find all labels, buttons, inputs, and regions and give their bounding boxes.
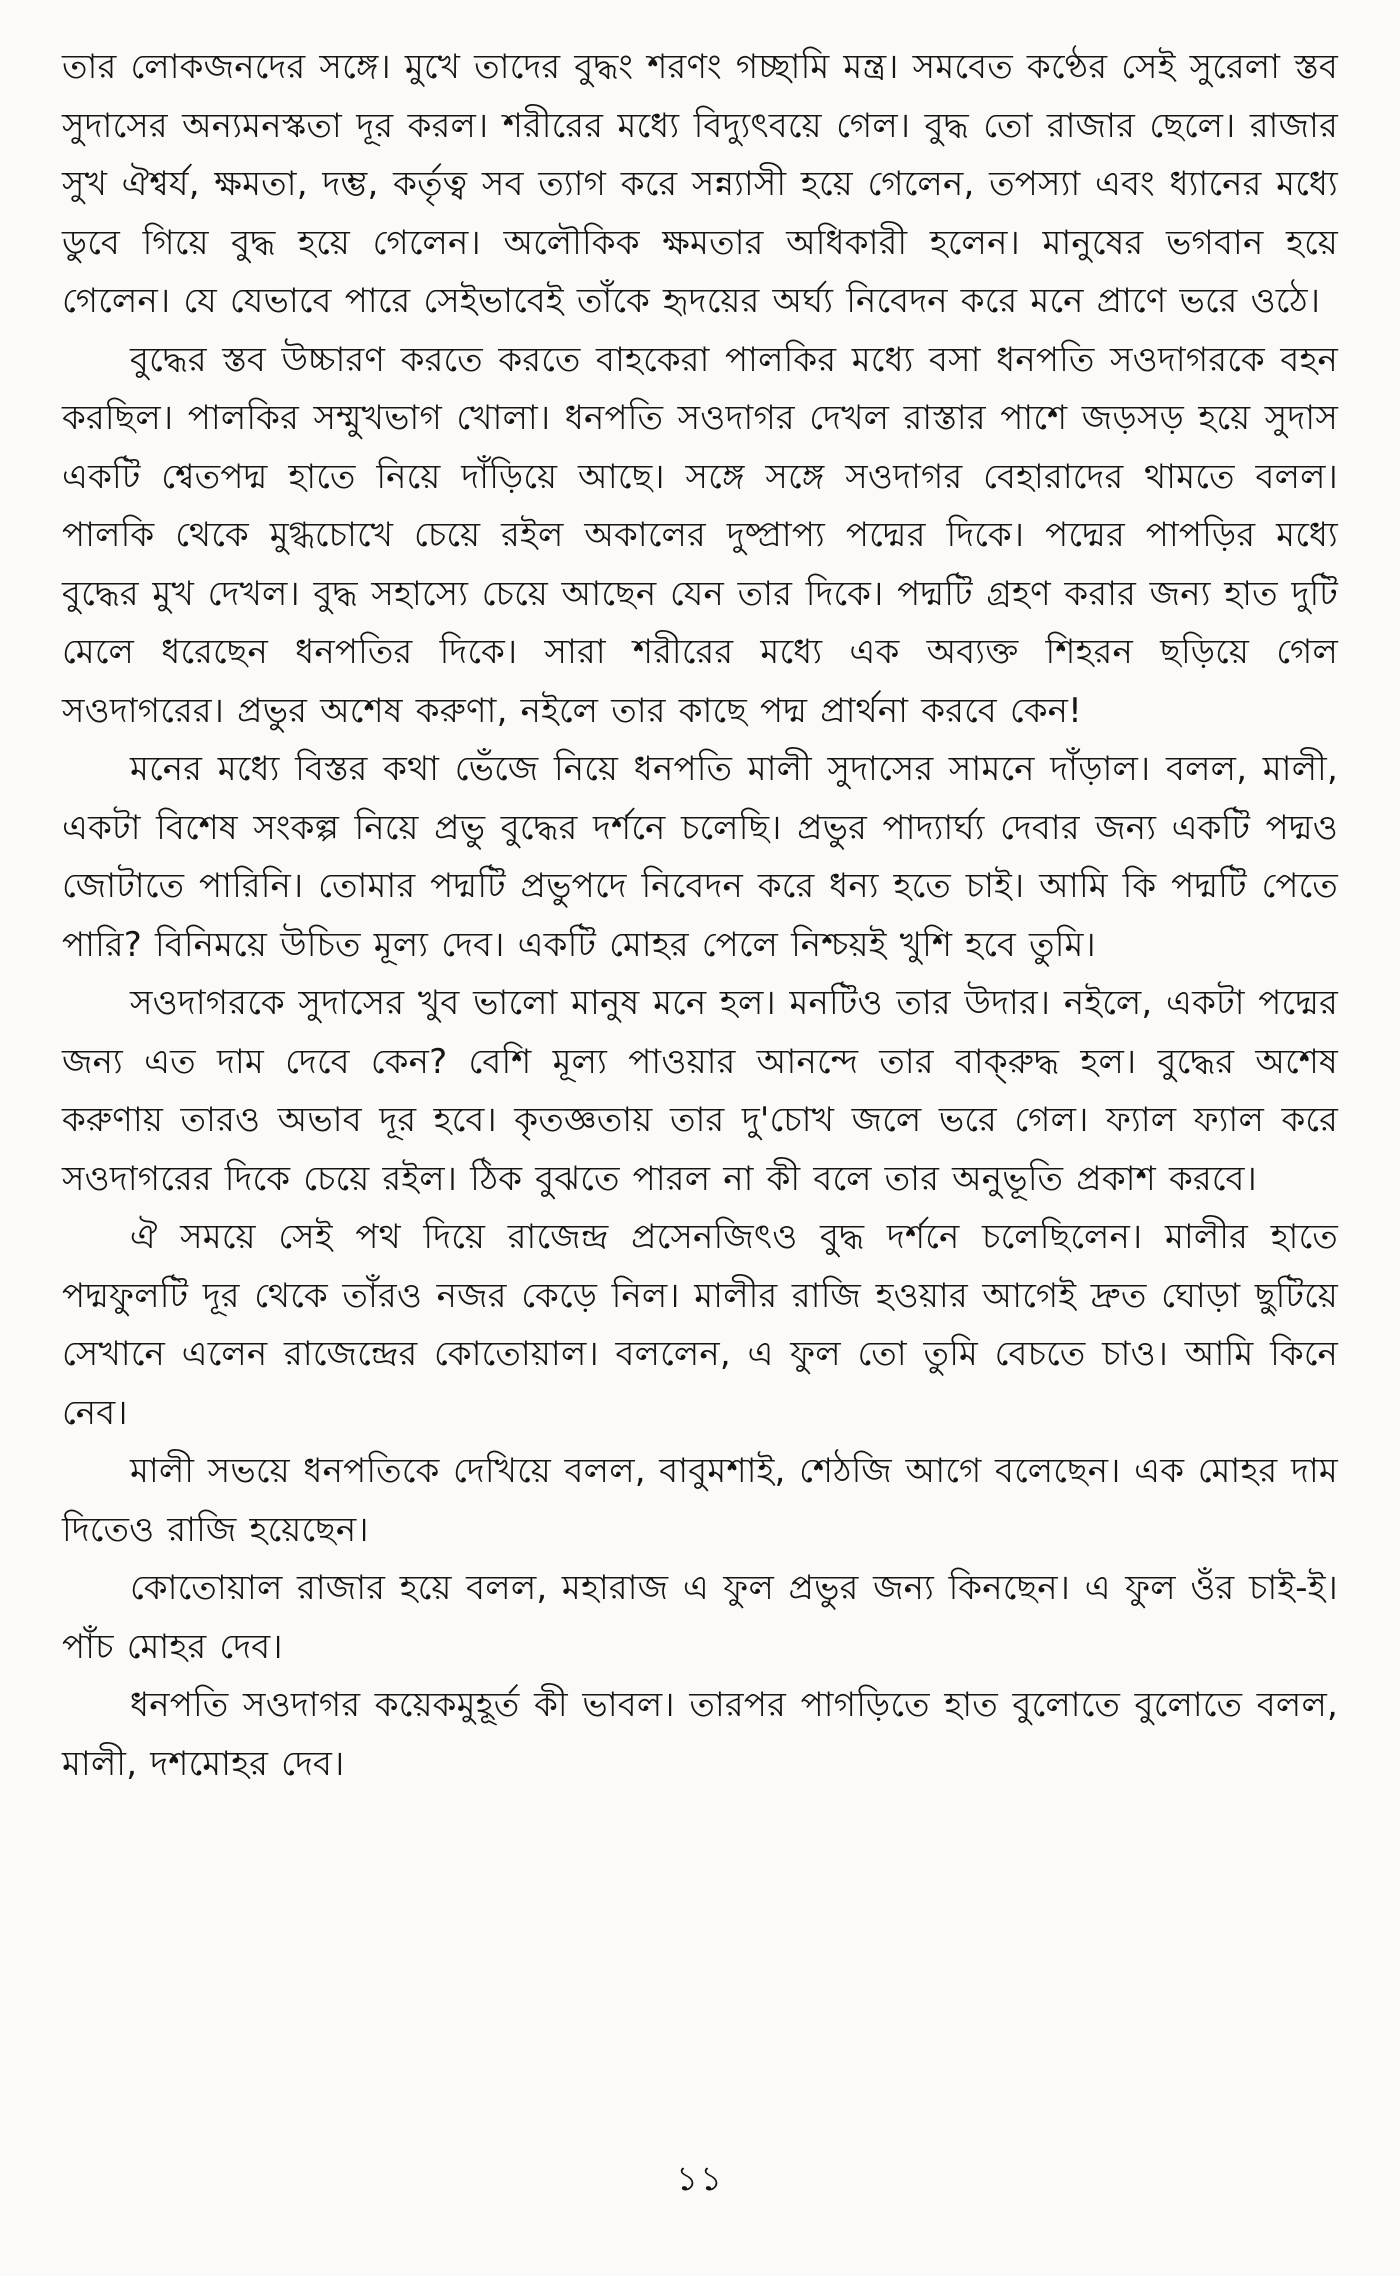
paragraph-6: মালী সভয়ে ধনপতিকে দেখিয়ে বলল, বাবুমশাই, শেঠজি আগে বলেছেন। এক মোহর দাম দিতেও রাজি হয়েছেন।: [62, 1451, 1338, 1550]
paragraph-2: বুদ্ধের স্তব উচ্চারণ করতে করতে বাহকেরা পালকির মধ্যে বসা ধনপতি সওদাগরকে বহন করছিল। পালকির সম্মুখভাগ খোলা। ধনপতি সওদাগর দেখল রাস্তার পাশে জড়সড় হয়ে সুদাস একটি শ্বেতপদ্ম হাতে নিয়ে দাঁড়িয়ে আছে। সঙ্গে সঙ্গে সওদাগর বেহারাদের থামতে বলল। পালকি থেকে মুগ্ধচোখে চেয়ে রইল অকালের দুষ্প্রাপ্য পদ্মের দিকে। পদ্মের পাপড়ির মধ্যে বুদ্ধের মুখ দেখল। বুদ্ধ সহাস্যে চেয়ে আছেন যেন তার দিকে। পদ্মটি গ্রহণ করার জন্য হাত দুটি মেলে ধরেছেন ধনপতির দিকে। সারা শরীরের মধ্যে এক অব্যক্ত শিহরন ছড়িয়ে গেল সওদাগরের। প্রভুর অশেষ করুণা, নইলে তার কাছে পদ্ম প্রার্থনা করবে কেন!: [62, 339, 1338, 731]
story-text: [62, 38, 1338, 1793]
paragraph-4: সওদাগরকে সুদাসের খুব ভালো মানুষ মনে হল। মনটিও তার উদার। নইলে, একটা পদ্মের জন্য এত দাম দেবে কেন? বেশি মূল্য পাওয়ার আনন্দে তার বাক্‌রুদ্ধ হল। বুদ্ধের অশেষ করুণায় তারও অভাব দূর হবে। কৃতজ্ঞতায় তার দু'চোখ জলে ভরে গেল। ফ্যাল ফ্যাল করে সওদাগরের দিকে চেয়ে রইল। ঠিক বুঝতে পারল না কী বলে তার অনুভূতি প্রকাশ করবে।: [62, 983, 1338, 1199]
page-number: ১১: [675, 2159, 725, 2199]
paragraph-8: ধনপতি সওদাগর কয়েকমুহূর্ত কী ভাবল। তারপর পাগড়িতে হাত বুলোতে বুলোতে বলল, মালী, দশমোহর দেব।: [62, 1685, 1338, 1784]
paragraph-7: কোতোয়াল রাজার হয়ে বলল, মহারাজ এ ফুল প্রভুর জন্য কিনছেন। এ ফুল ওঁর চাই-ই। পাঁচ মোহর দেব।: [62, 1568, 1338, 1667]
paragraph-3: মনের মধ্যে বিস্তর কথা ভেঁজে নিয়ে ধনপতি মালী সুদাসের সামনে দাঁড়াল। বলল, মালী, একটা বিশেষ সংকল্প নিয়ে প্রভু বুদ্ধের দর্শনে চলেছি। প্রভুর পাদ্যার্ঘ্য দেবার জন্য একটি পদ্মও জোটাতে পারিনি। তোমার পদ্মটি প্রভুপদে নিবেদন করে ধন্য হতে চাই। আমি কি পদ্মটি পেতে পারি? বিনিময়ে উচিত মূল্য দেব। একটি মোহর পেলে নিশ্চয়ই খুশি হবে তুমি।: [62, 749, 1338, 965]
paragraph-1: তার লোকজনদের সঙ্গে। মুখে তাদের বুদ্ধং শরণং গচ্ছামি মন্ত্র। সমবেত কণ্ঠের সেই সুরেলা স্তব সুদাসের অন্যমনস্কতা দূর করল। শরীরের মধ্যে বিদ্যুৎবয়ে গেল। বুদ্ধ তো রাজার ছেলে। রাজার সুখ ঐশ্বর্য, ক্ষমতা, দম্ভ, কর্তৃত্ব সব ত্যাগ করে সন্ন্যাসী হয়ে গেলেন, তপস্যা এবং ধ্যানের মধ্যে ডুবে গিয়ে বুদ্ধ হয়ে গেলেন। অলৌকিক ক্ষমতার অধিকারী হলেন। মানুষের ভগবান হয়ে গেলেন। যে যেভাবে পারে সেইভাবেই তাঁকে হৃদয়ের অর্ঘ্য নিবেদন করে মনে প্রাণে ভরে ওঠে।: [62, 47, 1338, 321]
paragraph-5: ঐ সময়ে সেই পথ দিয়ে রাজেন্দ্র প্রসেনজিৎও বুদ্ধ দর্শনে চলেছিলেন। মালীর হাতে পদ্মফুলটি দূর থেকে তাঁরও নজর কেড়ে নিল। মালীর রাজি হওয়ার আগেই দ্রুত ঘোড়া ছুটিয়ে সেখানে এলেন রাজেন্দ্রের কোতোয়াল। বললেন, এ ফুল তো তুমি বেচতে চাও। আমি কিনে নেব।: [62, 1217, 1338, 1433]
